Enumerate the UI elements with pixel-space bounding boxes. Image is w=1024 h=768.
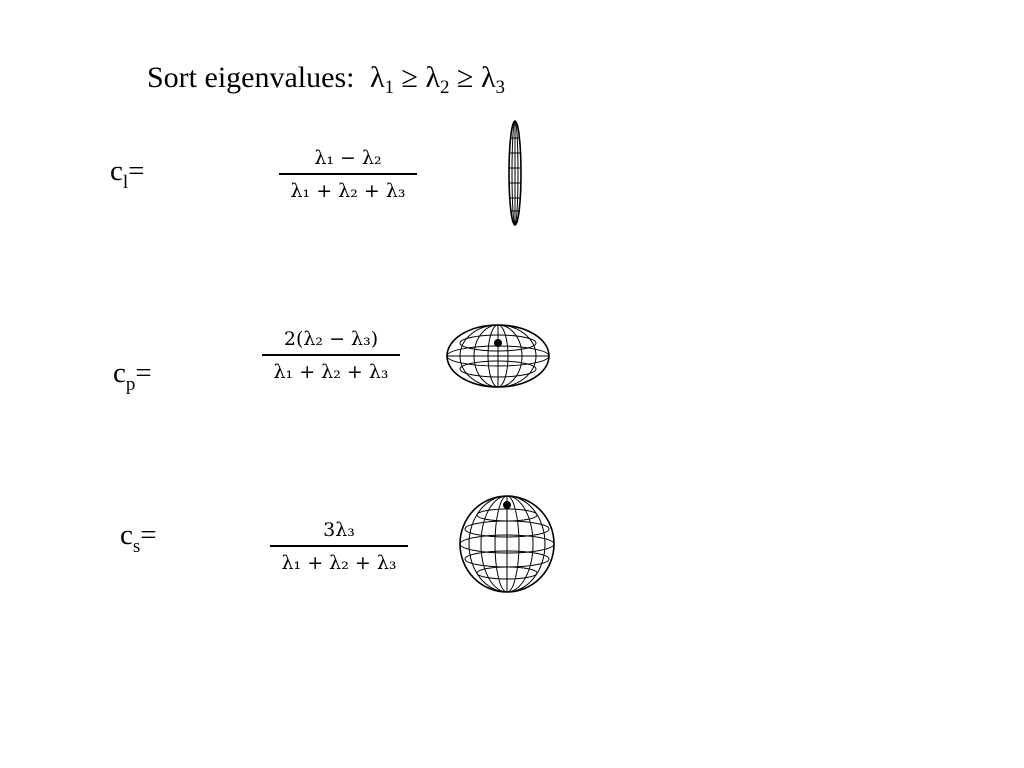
planar-coefficient-label: $c_p=$ [113, 357, 152, 395]
subscript-2: 2 [440, 77, 450, 98]
spherical-coefficient-formula [270, 518, 408, 575]
geq-symbol: ≥ [457, 61, 474, 94]
planar-ellipsoid-icon [443, 321, 553, 391]
spherical-ellipsoid-icon [457, 493, 557, 595]
formula-denominator: λ₁ + λ₂ + λ₃ [290, 180, 406, 202]
fraction-bar [270, 545, 408, 547]
linear-ellipsoid-icon [500, 118, 530, 228]
linear-coefficient-formula [279, 146, 417, 203]
subscript-1: 1 [384, 77, 394, 98]
formula-denominator: λ₁ + λ₂ + λ₃ [273, 361, 389, 383]
lambda-symbol: λ [480, 61, 496, 94]
linear-coefficient-label: $c_l=$ [110, 155, 145, 193]
fraction-bar [262, 354, 400, 356]
lambda-symbol: λ [369, 61, 385, 94]
planar-coefficient-formula [262, 327, 400, 384]
formula-numerator: 2(λ₂ − λ₃) [283, 328, 379, 350]
geq-symbol: ≥ [401, 61, 418, 94]
fraction-bar [279, 173, 417, 175]
lambda-symbol: λ [425, 61, 441, 94]
slide-title [147, 58, 505, 108]
formula-numerator: λ₁ − λ₂ [314, 147, 382, 169]
spherical-coefficient-label: $c_s=$ [120, 519, 157, 557]
title-text: Sort eigenvalues: [147, 61, 355, 94]
subscript-3: 3 [495, 77, 506, 98]
formula-denominator: λ₁ + λ₂ + λ₃ [281, 552, 397, 574]
formula-numerator: 3λ₃ [323, 519, 355, 541]
